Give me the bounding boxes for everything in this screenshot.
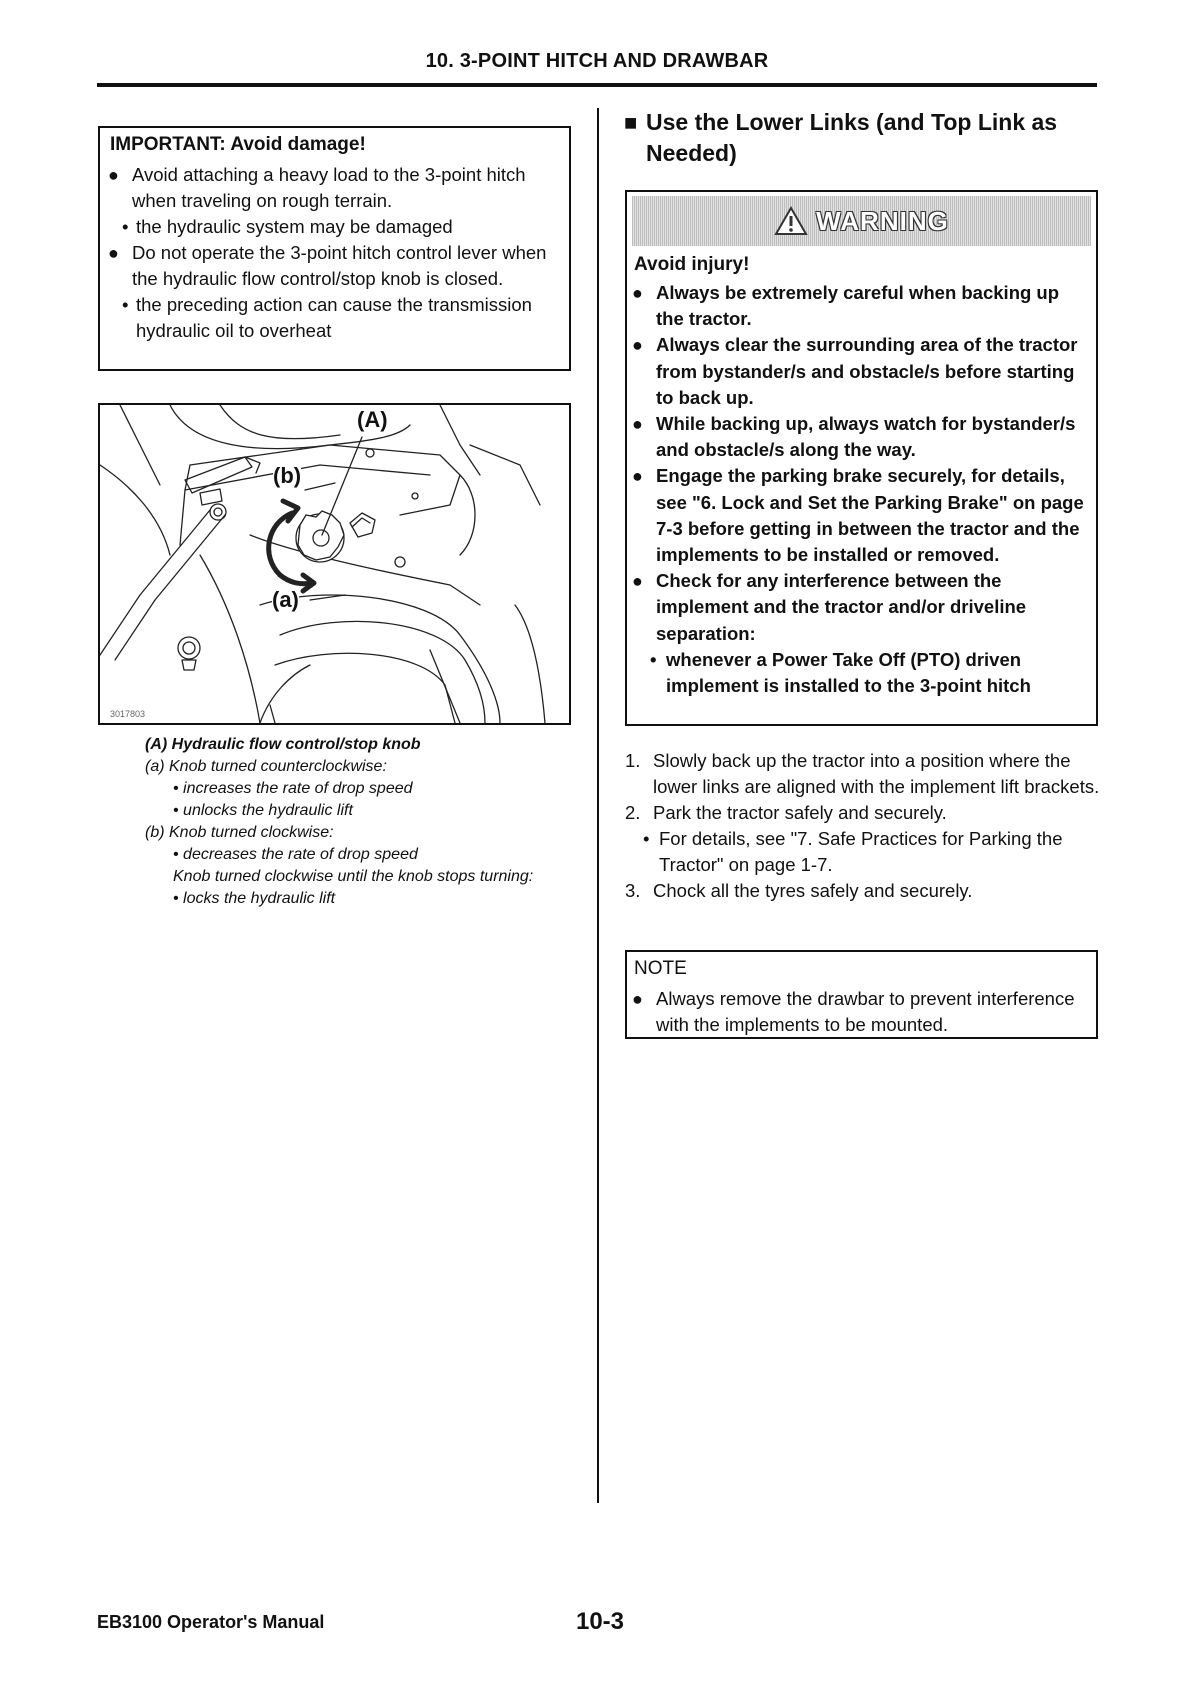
sub-bullet-icon: •: [650, 648, 657, 670]
step-number: 1.: [625, 750, 641, 771]
warning-item: [632, 280, 1091, 332]
sub-bullet-icon: •: [122, 294, 129, 315]
figure-label-A: (A): [357, 407, 388, 432]
important-item-text: Avoid attaching a heavy load to the 3-point hitch when traveling on rough terrain.: [132, 164, 526, 211]
warning-box: [625, 190, 1098, 726]
page-header: 10. 3-POINT HITCH AND DRAWBAR: [425, 50, 769, 72]
important-title: IMPORTANT: Avoid damage!: [110, 134, 366, 155]
caption-b-line: (b) Knob turned clockwise:: [145, 824, 334, 841]
column-divider: [597, 108, 599, 1503]
important-subitem-text: the preceding action can cause the transmission hydraulic oil to overheat: [136, 294, 532, 341]
note-box: [625, 950, 1098, 1039]
square-bullet-icon: ■: [624, 110, 638, 135]
illustration-drawing: [100, 405, 569, 723]
warning-item-text: Always be extremely careful when backing up the tractor.: [656, 282, 1060, 330]
warning-subitem-text: whenever a Power Take Off (PTO) driven implement is installed to the 3-point hitch: [666, 648, 1031, 697]
step-number: 2.: [625, 802, 641, 823]
note-title: NOTE: [634, 958, 687, 979]
warning-subitem: [632, 647, 1091, 699]
important-item: [108, 162, 561, 214]
important-subitem-text: the hydraulic system may be damaged: [136, 216, 453, 237]
warning-item-text: Engage the parking brake securely, for details, see "6. Lock and Set the Parking Brake" on page 7-3 before getting in between the tractor and the implements to be installed or removed.: [656, 465, 1084, 566]
warning-item-text: While backing up, always watch for bystander/s and obstacle/s along the way.: [656, 413, 1076, 461]
footer-manual-name: EB3100 Operator's Manual: [97, 1612, 325, 1632]
caption-b-sub: • locks the hydraulic lift: [173, 890, 336, 907]
warning-item: [632, 332, 1091, 411]
step-number: 3.: [625, 880, 641, 901]
sub-bullet-icon: •: [122, 216, 129, 237]
important-subitem: [108, 214, 561, 240]
important-item-text: Do not operate the 3-point hitch control lever when the hydraulic flow control/stop knob is closed.: [132, 242, 547, 289]
figure-code: 3017803: [110, 709, 146, 719]
step-subitem-text: For details, see "7. Safe Practices for Parking the Tractor" on page 1-7.: [659, 828, 1063, 875]
figure-label-b: (b): [273, 463, 302, 488]
section-title-text: Use the Lower Links (and Top Link as Needed): [646, 109, 1058, 166]
warning-item: [632, 463, 1091, 568]
note-item: [632, 986, 1091, 1038]
warning-item-text: Check for any interference between the implement and the tractor and/or driveline separation:: [656, 570, 1027, 644]
bullet-icon: ●: [108, 243, 119, 263]
step-text: Park the tractor safely and securely.: [653, 802, 947, 823]
warning-triangle-icon: [774, 206, 808, 236]
warning-item: [632, 568, 1091, 647]
sub-bullet-icon: •: [643, 828, 650, 849]
figure-caption: [145, 734, 575, 910]
hydraulic-knob-illustration: [98, 403, 571, 725]
footer-page-number: 10-3: [575, 1608, 625, 1635]
step-subitem: [625, 826, 1100, 878]
important-subitem: [108, 292, 561, 344]
bullet-icon: ●: [632, 283, 643, 303]
caption-a-sub: • increases the rate of drop speed: [173, 780, 413, 797]
bullet-icon: ●: [632, 335, 643, 356]
warning-banner-text: WARNING: [816, 205, 949, 236]
important-box: [98, 126, 571, 371]
caption-a-line: (a) Knob turned counterclockwise:: [145, 758, 387, 775]
bullet-icon: ●: [632, 414, 643, 435]
figure-label-a: (a): [272, 587, 299, 612]
important-item: [108, 240, 561, 292]
step-text: Chock all the tyres safely and securely.: [653, 880, 973, 901]
caption-b-sub: Knob turned clockwise until the knob stops turning:: [173, 868, 534, 885]
bullet-icon: ●: [108, 165, 119, 185]
bullet-icon: ●: [632, 989, 643, 1009]
caption-b-sub: • decreases the rate of drop speed: [173, 846, 418, 863]
bullet-icon: ●: [632, 466, 643, 487]
header-rule: [97, 83, 1097, 87]
warning-banner: [632, 196, 1091, 246]
warning-item: [632, 411, 1091, 463]
note-item-text: Always remove the drawbar to prevent interference with the implements to be mounted.: [656, 988, 1075, 1035]
caption-title: (A) Hydraulic flow control/stop knob: [145, 736, 421, 753]
warning-item-text: Always clear the surrounding area of the tractor from bystander/s and obstacle/s before starting to back up.: [656, 334, 1078, 408]
step-text: Slowly back up the tractor into a position where the lower links are aligned with the implement lift brackets.: [653, 750, 1100, 797]
step-item: [625, 800, 1100, 826]
step-item: [625, 878, 1100, 904]
bullet-icon: ●: [632, 571, 643, 592]
warning-avoid: Avoid injury!: [634, 254, 750, 275]
step-item: [625, 748, 1100, 800]
section-title: [624, 107, 1094, 169]
procedure-steps: [625, 748, 1100, 904]
caption-a-sub: • unlocks the hydraulic lift: [173, 802, 353, 819]
